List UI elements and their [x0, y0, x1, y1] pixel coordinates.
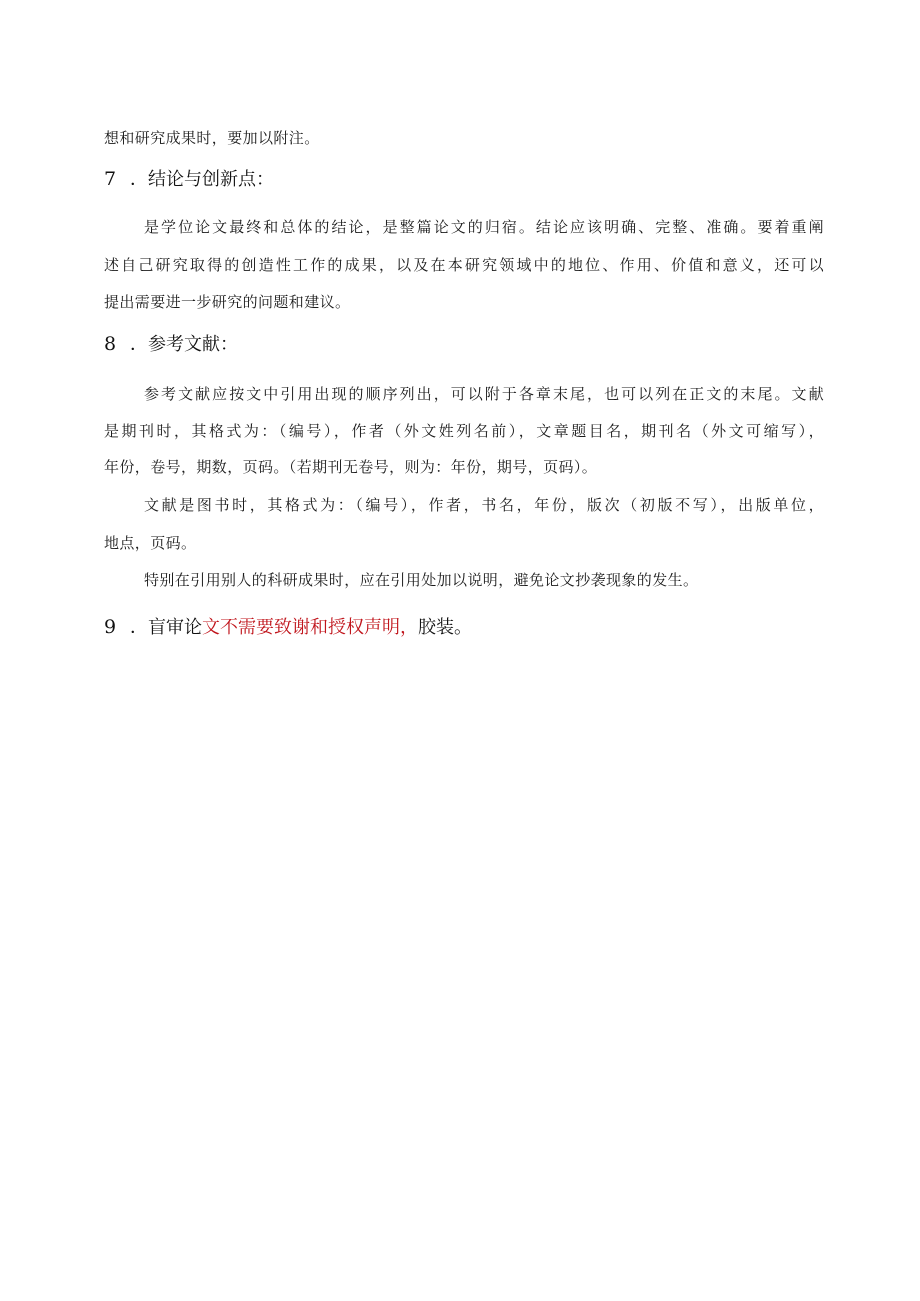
conclusion-line-2: 述自己研究取得的创造性工作的成果，以及在本研究领域中的地位、作用、价值和意义，还可以	[104, 256, 824, 274]
references-journal-line-3: 年份，卷号，期数，页码。（若期刊无卷号，则为：年份，期号，页码）。	[104, 458, 598, 476]
section-heading-references	[104, 332, 238, 357]
references-book-line-1: 文献是图书时，其格式为：（编号），作者，书名，年份，版次（初版不写），出版单位，	[144, 496, 824, 514]
section-title: ．结论与创新点：	[130, 169, 274, 190]
conclusion-line-3: 提出需要进一步研究的问题和建议。	[104, 293, 351, 311]
section-heading-conclusion	[104, 167, 274, 192]
section-prefix: ．盲审论	[130, 617, 202, 638]
references-citation-note: 特别在引用别人的科研成果时，应在引用处加以说明，避免论文抄袭现象的发生。	[144, 571, 699, 589]
references-journal-line-2: 是期刊时，其格式为：（编号），作者（外文姓列名前），文章题目名，期刊名（外文可缩写），	[104, 422, 824, 440]
highlighted-notice: 文不需要致谢和授权声明，	[202, 617, 418, 638]
references-book-line-2: 地点，页码。	[104, 534, 197, 552]
references-journal-line-1: 参考文献应按文中引用出现的顺序列出，可以附于各章末尾，也可以列在正文的末尾。文献	[144, 385, 824, 403]
paragraph-intro-end: 想和研究成果时，要加以附注。	[104, 129, 320, 147]
section-heading-blind-review	[104, 615, 472, 640]
section-number: 7	[104, 168, 117, 190]
conclusion-line-1: 是学位论文最终和总体的结论，是整篇论文的归宿。结论应该明确、完整、准确。要着重阐	[144, 218, 824, 236]
section-number: 8	[104, 333, 117, 355]
section-number: 9	[104, 616, 117, 638]
section-title: ．参考文献：	[130, 334, 238, 355]
section-suffix: 胶装。	[418, 617, 472, 638]
